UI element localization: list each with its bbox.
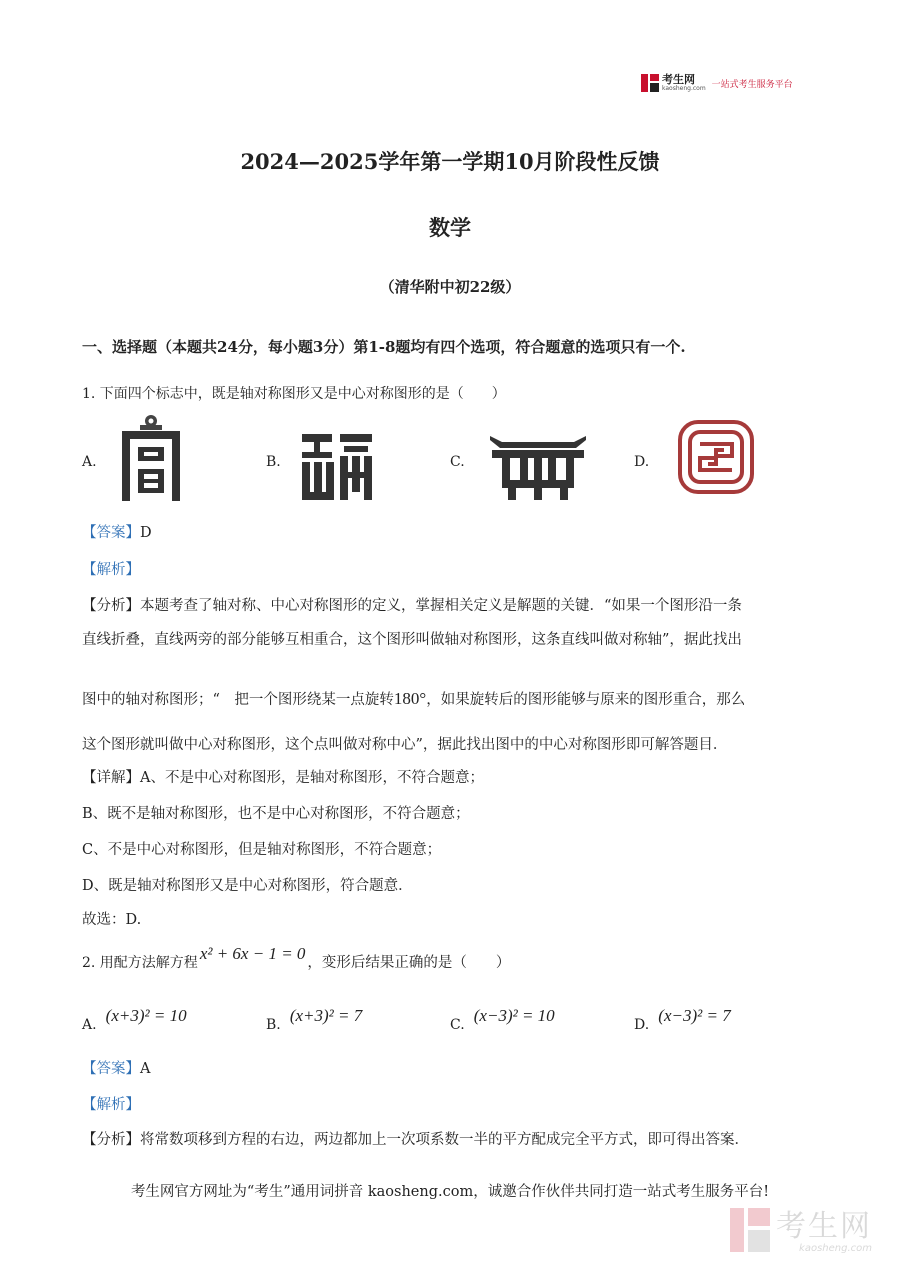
- kaosheng-logo-icon: [641, 74, 659, 92]
- q1-xiangjie-b: B、既不是轴对称图形，也不是中心对称图形，不符合题意；: [82, 806, 470, 822]
- q2-option-a-label: A.: [82, 1017, 97, 1033]
- q1-option-d-label: D.: [634, 454, 650, 470]
- q2-option-c: [450, 1006, 555, 1033]
- q1-analysis-tag: 【解析】: [82, 562, 140, 578]
- watermark-logo-icon: [730, 1208, 770, 1256]
- logo-d-image: [676, 418, 756, 496]
- q1-answer: [82, 523, 152, 543]
- page-footer: 考生网官方网址为“考生”通用词拼音 kaosheng.com，诚邀合作伙伴共同打造一站式考生服务平台!: [130, 1184, 770, 1200]
- q2-stem: [82, 944, 511, 973]
- q1-degree: 180°: [393, 689, 427, 708]
- logo-brand: 考生网: [662, 73, 695, 86]
- logo-a-image: [118, 413, 184, 501]
- subject-title: 数学: [429, 215, 471, 240]
- q2-option-c-label: C.: [450, 1017, 465, 1033]
- q2-option-b-label: B.: [266, 1017, 281, 1033]
- q2-stem-b: ，变形后结果正确的是（ ）: [307, 955, 511, 971]
- q1-answer-value: D: [140, 525, 152, 541]
- q2-answer: [82, 1059, 150, 1079]
- q1-fenxi-line-1: [82, 596, 742, 616]
- q2-option-a: [82, 1006, 187, 1033]
- q2-option-c-expr: (x−3)² = 10: [473, 1006, 555, 1025]
- q1-fenxi-line-2: 直线折叠，直线两旁的部分能够互相重合，这个图形叫做轴对称图形，这条直线叫做对称轴”，据此找出: [82, 632, 742, 648]
- q1-fenxi-text-3b: ，如果旋转后的图形能够与原来的图形重合，那么: [426, 692, 746, 708]
- q1-fenxi-text-3a: 图中的轴对称图形；“ 把一个图形绕某一点旋转: [82, 692, 394, 708]
- watermark-domain: kaosheng.com: [799, 1242, 872, 1254]
- q1-answer-tag: 【答案】: [82, 525, 140, 541]
- page-title: 2024—2025学年第一学期10月阶段性反馈: [240, 149, 660, 174]
- logo-b-image: [300, 432, 374, 500]
- q2-fenxi-text: 将常数项移到方程的右边，两边都加上一次项系数一半的平方配成完全平方式，即可得出答案．: [140, 1132, 749, 1148]
- q2-option-d: [634, 1006, 731, 1033]
- q2-option-b-expr: (x+3)² = 7: [289, 1006, 363, 1025]
- q1-xiangjie-d: D、既是轴对称图形又是中心对称图形，符合题意．: [82, 878, 413, 894]
- q2-option-d-label: D.: [634, 1017, 650, 1033]
- logo-slogan: 一站式考生服务平台: [711, 79, 793, 90]
- q2-equation: x² + 6x − 1 = 0: [199, 944, 306, 963]
- q2-option-a-expr: (x+3)² = 10: [105, 1006, 187, 1025]
- q1-xiangjie-a: [82, 768, 484, 788]
- q2-fenxi: [82, 1130, 749, 1150]
- header-logo: [641, 72, 793, 94]
- logo-c-image: [488, 432, 588, 500]
- q1-fenxi-text-1: 本题考查了轴对称、中心对称图形的定义，掌握相关定义是解题的关键．“如果一个图形沿一条: [140, 598, 742, 614]
- q1-guxuan: 故选：D.: [82, 912, 142, 928]
- section-heading: 一、选择题（本题共24分，每小题3分）第1-8题均有四个选项，符合题意的选项只有一个.: [82, 338, 686, 356]
- watermark: [730, 1208, 872, 1256]
- q2-analysis-tag: 【解析】: [82, 1097, 140, 1113]
- q2-option-d-expr: (x−3)² = 7: [658, 1006, 731, 1025]
- q1-xiangjie-a-text: A、不是中心对称图形，是轴对称图形，不符合题意；: [140, 770, 484, 786]
- watermark-brand: 考生网: [776, 1208, 872, 1244]
- q1-option-a-label: A.: [82, 454, 97, 470]
- q2-option-b: [266, 1006, 363, 1033]
- q2-fenxi-tag: 【分析】: [82, 1132, 140, 1148]
- q1-option-c-label: C.: [450, 454, 465, 470]
- q2-answer-value: A: [140, 1061, 151, 1077]
- logo-domain: kaosheng.com: [662, 85, 706, 92]
- q1-stem: 1. 下面四个标志中，既是轴对称图形又是中心对称图形的是（ ）: [82, 386, 506, 402]
- logo-text: [662, 74, 706, 92]
- q2-answer-tag: 【答案】: [82, 1061, 140, 1077]
- q1-fenxi-line-4: 这个图形就叫做中心对称图形，这个点叫做对称中心”，据此找出图中的中心对称图形即可解答题目．: [82, 737, 728, 753]
- q1-xiangjie-c: C、不是中心对称图形，但是轴对称图形，不符合题意；: [82, 842, 442, 858]
- q1-xiangjie-tag: 【详解】: [82, 770, 140, 786]
- school-subtitle: （清华附中初22级）: [379, 278, 521, 296]
- q2-stem-a: 2. 用配方法解方程: [82, 955, 198, 971]
- q1-fenxi-line-3: [82, 689, 745, 710]
- q1-fenxi-tag: 【分析】: [82, 598, 140, 614]
- q1-option-b-label: B.: [266, 454, 281, 470]
